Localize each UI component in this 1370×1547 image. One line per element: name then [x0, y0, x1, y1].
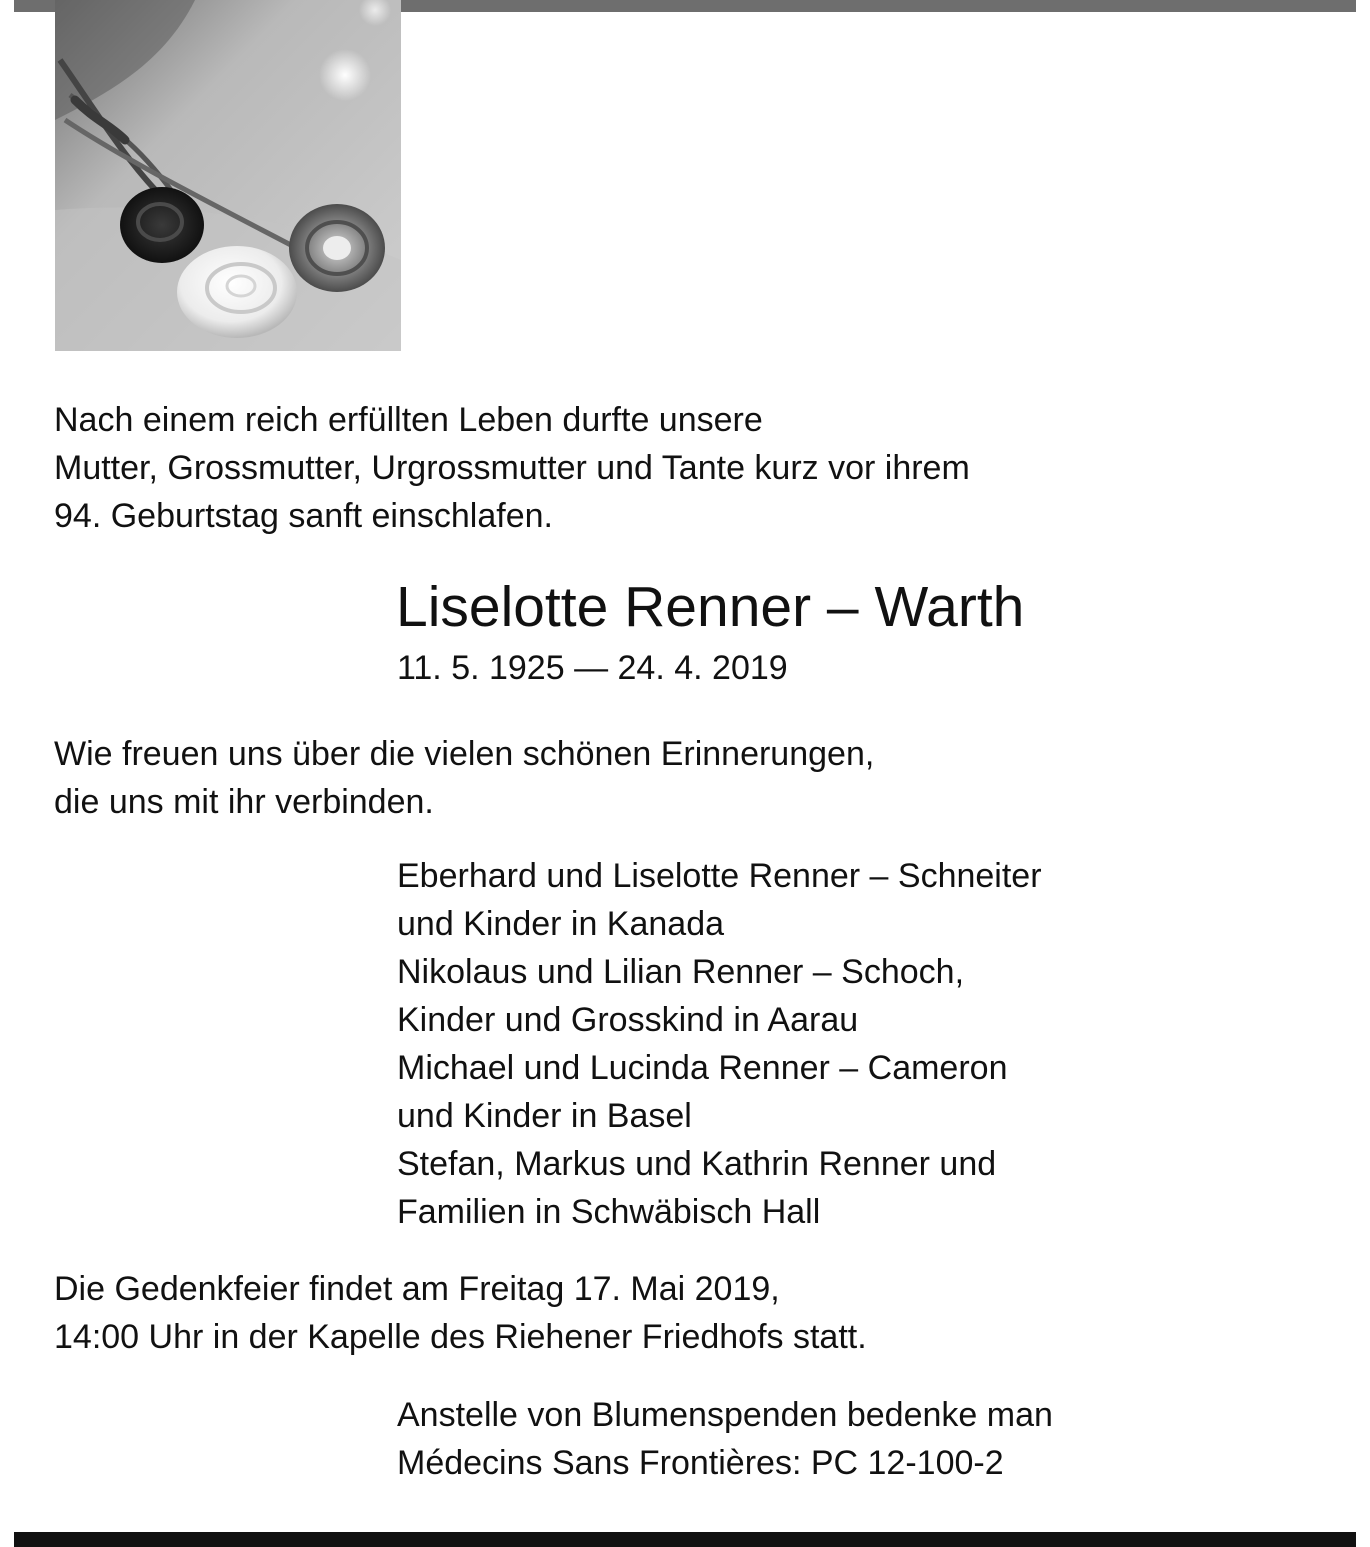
mourner-line: Michael und Lucinda Renner – Cameron — [397, 1049, 1008, 1087]
mourner-line: Nikolaus und Lilian Renner – Schoch, — [397, 953, 965, 991]
intro-text — [54, 396, 970, 540]
mourner-line: und Kinder in Basel — [397, 1097, 692, 1135]
intro-line: 94. Geburtstag sanft einschlafen. — [54, 497, 553, 535]
bottom-rule — [14, 1532, 1356, 1547]
mourner-line: Eberhard und Liselotte Renner – Schneiter — [397, 857, 1042, 895]
memories-line: die uns mit ihr verbinden. — [54, 783, 434, 821]
mourner-line: Stefan, Markus und Kathrin Renner und — [397, 1145, 997, 1183]
flowers-photo — [55, 0, 401, 351]
ceremony-line: 14:00 Uhr in der Kapelle des Riehener Friedhofs statt. — [54, 1318, 867, 1356]
donation-line: Anstelle von Blumenspenden bedenke man — [397, 1396, 1053, 1434]
mourner-line: Kinder und Grosskind in Aarau — [397, 1001, 859, 1039]
life-dates: 11. 5. 1925 — 24. 4. 2019 — [397, 649, 788, 687]
mourner-line: und Kinder in Kanada — [397, 905, 725, 943]
donation-text — [397, 1391, 1053, 1487]
memories-text — [54, 730, 874, 826]
mourners-list — [397, 852, 1042, 1236]
intro-line: Nach einem reich erfüllten Leben durfte unsere — [54, 401, 763, 439]
deceased-name: Liselotte Renner – Warth — [396, 575, 1025, 639]
memories-line: Wie freuen uns über die vielen schönen Erinnerungen, — [54, 735, 875, 773]
ceremony-line: Die Gedenkfeier findet am Freitag 17. Mai 2019, — [54, 1270, 780, 1308]
intro-line: Mutter, Grossmutter, Urgrossmutter und Tante kurz vor ihrem — [54, 449, 970, 487]
mourner-line: Familien in Schwäbisch Hall — [397, 1193, 821, 1231]
ceremony-text — [54, 1265, 867, 1361]
donation-line: Médecins Sans Frontières: PC 12-100-2 — [397, 1444, 1004, 1482]
